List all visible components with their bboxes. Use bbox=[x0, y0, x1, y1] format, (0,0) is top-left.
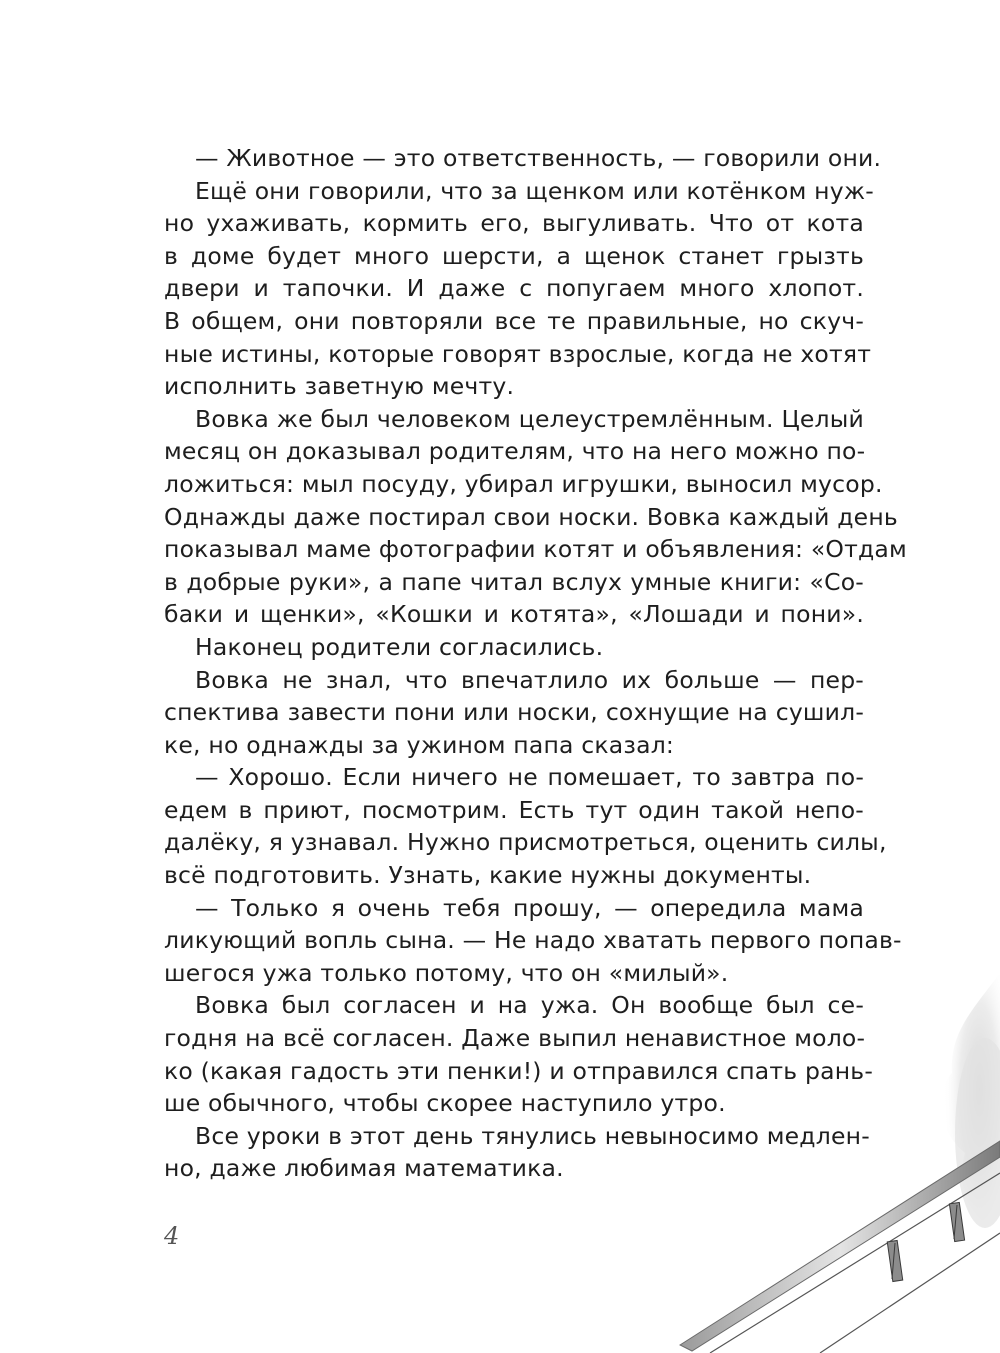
text-line: в добрые руки», а папе читал вслух умные книги: «Со- bbox=[164, 567, 864, 596]
text-line: ликующий вопль сына. — Не надо хватать первого попав- bbox=[164, 926, 902, 955]
text-line: далёку, я узнавал. Нужно присмотреться, оценить силы, bbox=[164, 828, 887, 857]
text-line: Ещё они говорили, что за щенком или котёнком нуж- bbox=[195, 176, 874, 205]
text-line: Однажды даже постирал свои носки. Вовка каждый день bbox=[164, 502, 898, 531]
text-line: Вовка не знал, что впечатлило их больше — пер- bbox=[195, 665, 864, 694]
text-line: В общем, они повторяли все те правильные, но скуч- bbox=[164, 306, 864, 335]
text-line: месяц он доказывал родителям, что на него можно по- bbox=[164, 437, 866, 466]
text-line: ные истины, которые говорят взрослые, когда не хотят bbox=[164, 339, 872, 368]
clothesline-pole bbox=[680, 1141, 1000, 1351]
text-line: исполнить заветную мечту. bbox=[164, 372, 515, 401]
text-line: — Только я очень тебя прошу, — опередила мама bbox=[195, 893, 864, 922]
text-line: годня на всё согласен. Даже выпил ненавистное моло- bbox=[164, 1024, 866, 1053]
text-line: показывал маме фотографии котят и объявления: «Отдам bbox=[164, 535, 907, 564]
clothespin-icon bbox=[949, 1202, 964, 1241]
paragraph bbox=[164, 403, 907, 631]
clothespin-icon bbox=[887, 1240, 902, 1281]
text-line: Вовка же был человеком целеустремлённым. Целый bbox=[195, 404, 864, 433]
text-line: едем в приют, посмотрим. Есть тут один такой непо- bbox=[164, 795, 864, 824]
paragraph bbox=[164, 761, 887, 891]
text-line: ко (какая гадость эти пенки!) и отправился спать рань- bbox=[164, 1056, 874, 1085]
text-line: двери и тапочки. И даже с попугаем много хлопот. bbox=[164, 274, 864, 303]
text-line: ше обычного, чтобы скорее наступило утро. bbox=[164, 1089, 726, 1118]
text-line: но, даже любимая математика. bbox=[164, 1154, 564, 1183]
paragraph bbox=[164, 175, 874, 403]
text-line: ложиться: мыл посуду, убирал игрушки, выносил мусор. bbox=[164, 469, 883, 498]
text-line: всё подготовить. Узнать, какие нужны документы. bbox=[164, 861, 812, 890]
text-line: Все уроки в этот день тянулись невыносимо медлен- bbox=[195, 1121, 870, 1150]
paragraph bbox=[164, 142, 882, 175]
text-line: — Животное — это ответственность, — говорили они. bbox=[195, 144, 882, 172]
text-line: ке, но однажды за ужином папа сказал: bbox=[164, 730, 675, 759]
text-line: спектива завести пони или носки, сохнущие на сушил- bbox=[164, 698, 864, 727]
text-line: Вовка был согласен и на ужа. Он вообще был се- bbox=[195, 991, 864, 1020]
clothesline-illustration bbox=[670, 973, 1000, 1353]
text-line: — Хорошо. Если ничего не помешает, то завтра по- bbox=[195, 763, 864, 792]
text-line: баки и щенки», «Кошки и котята», «Лошади и пони». bbox=[164, 600, 864, 629]
text-line: шегося ужа только потому, что он «милый». bbox=[164, 958, 729, 987]
page-number: 4 bbox=[164, 1222, 180, 1250]
text-line: Наконец родители согласились. bbox=[195, 632, 604, 661]
paragraph bbox=[164, 664, 864, 762]
clothesline-wire bbox=[710, 1173, 1000, 1353]
text-line: в доме будет много шерсти, а щенок станет грызть bbox=[164, 241, 864, 270]
paragraph bbox=[164, 631, 864, 664]
text-line: но ухаживать, кормить его, выгуливать. Что от кота bbox=[164, 209, 864, 238]
